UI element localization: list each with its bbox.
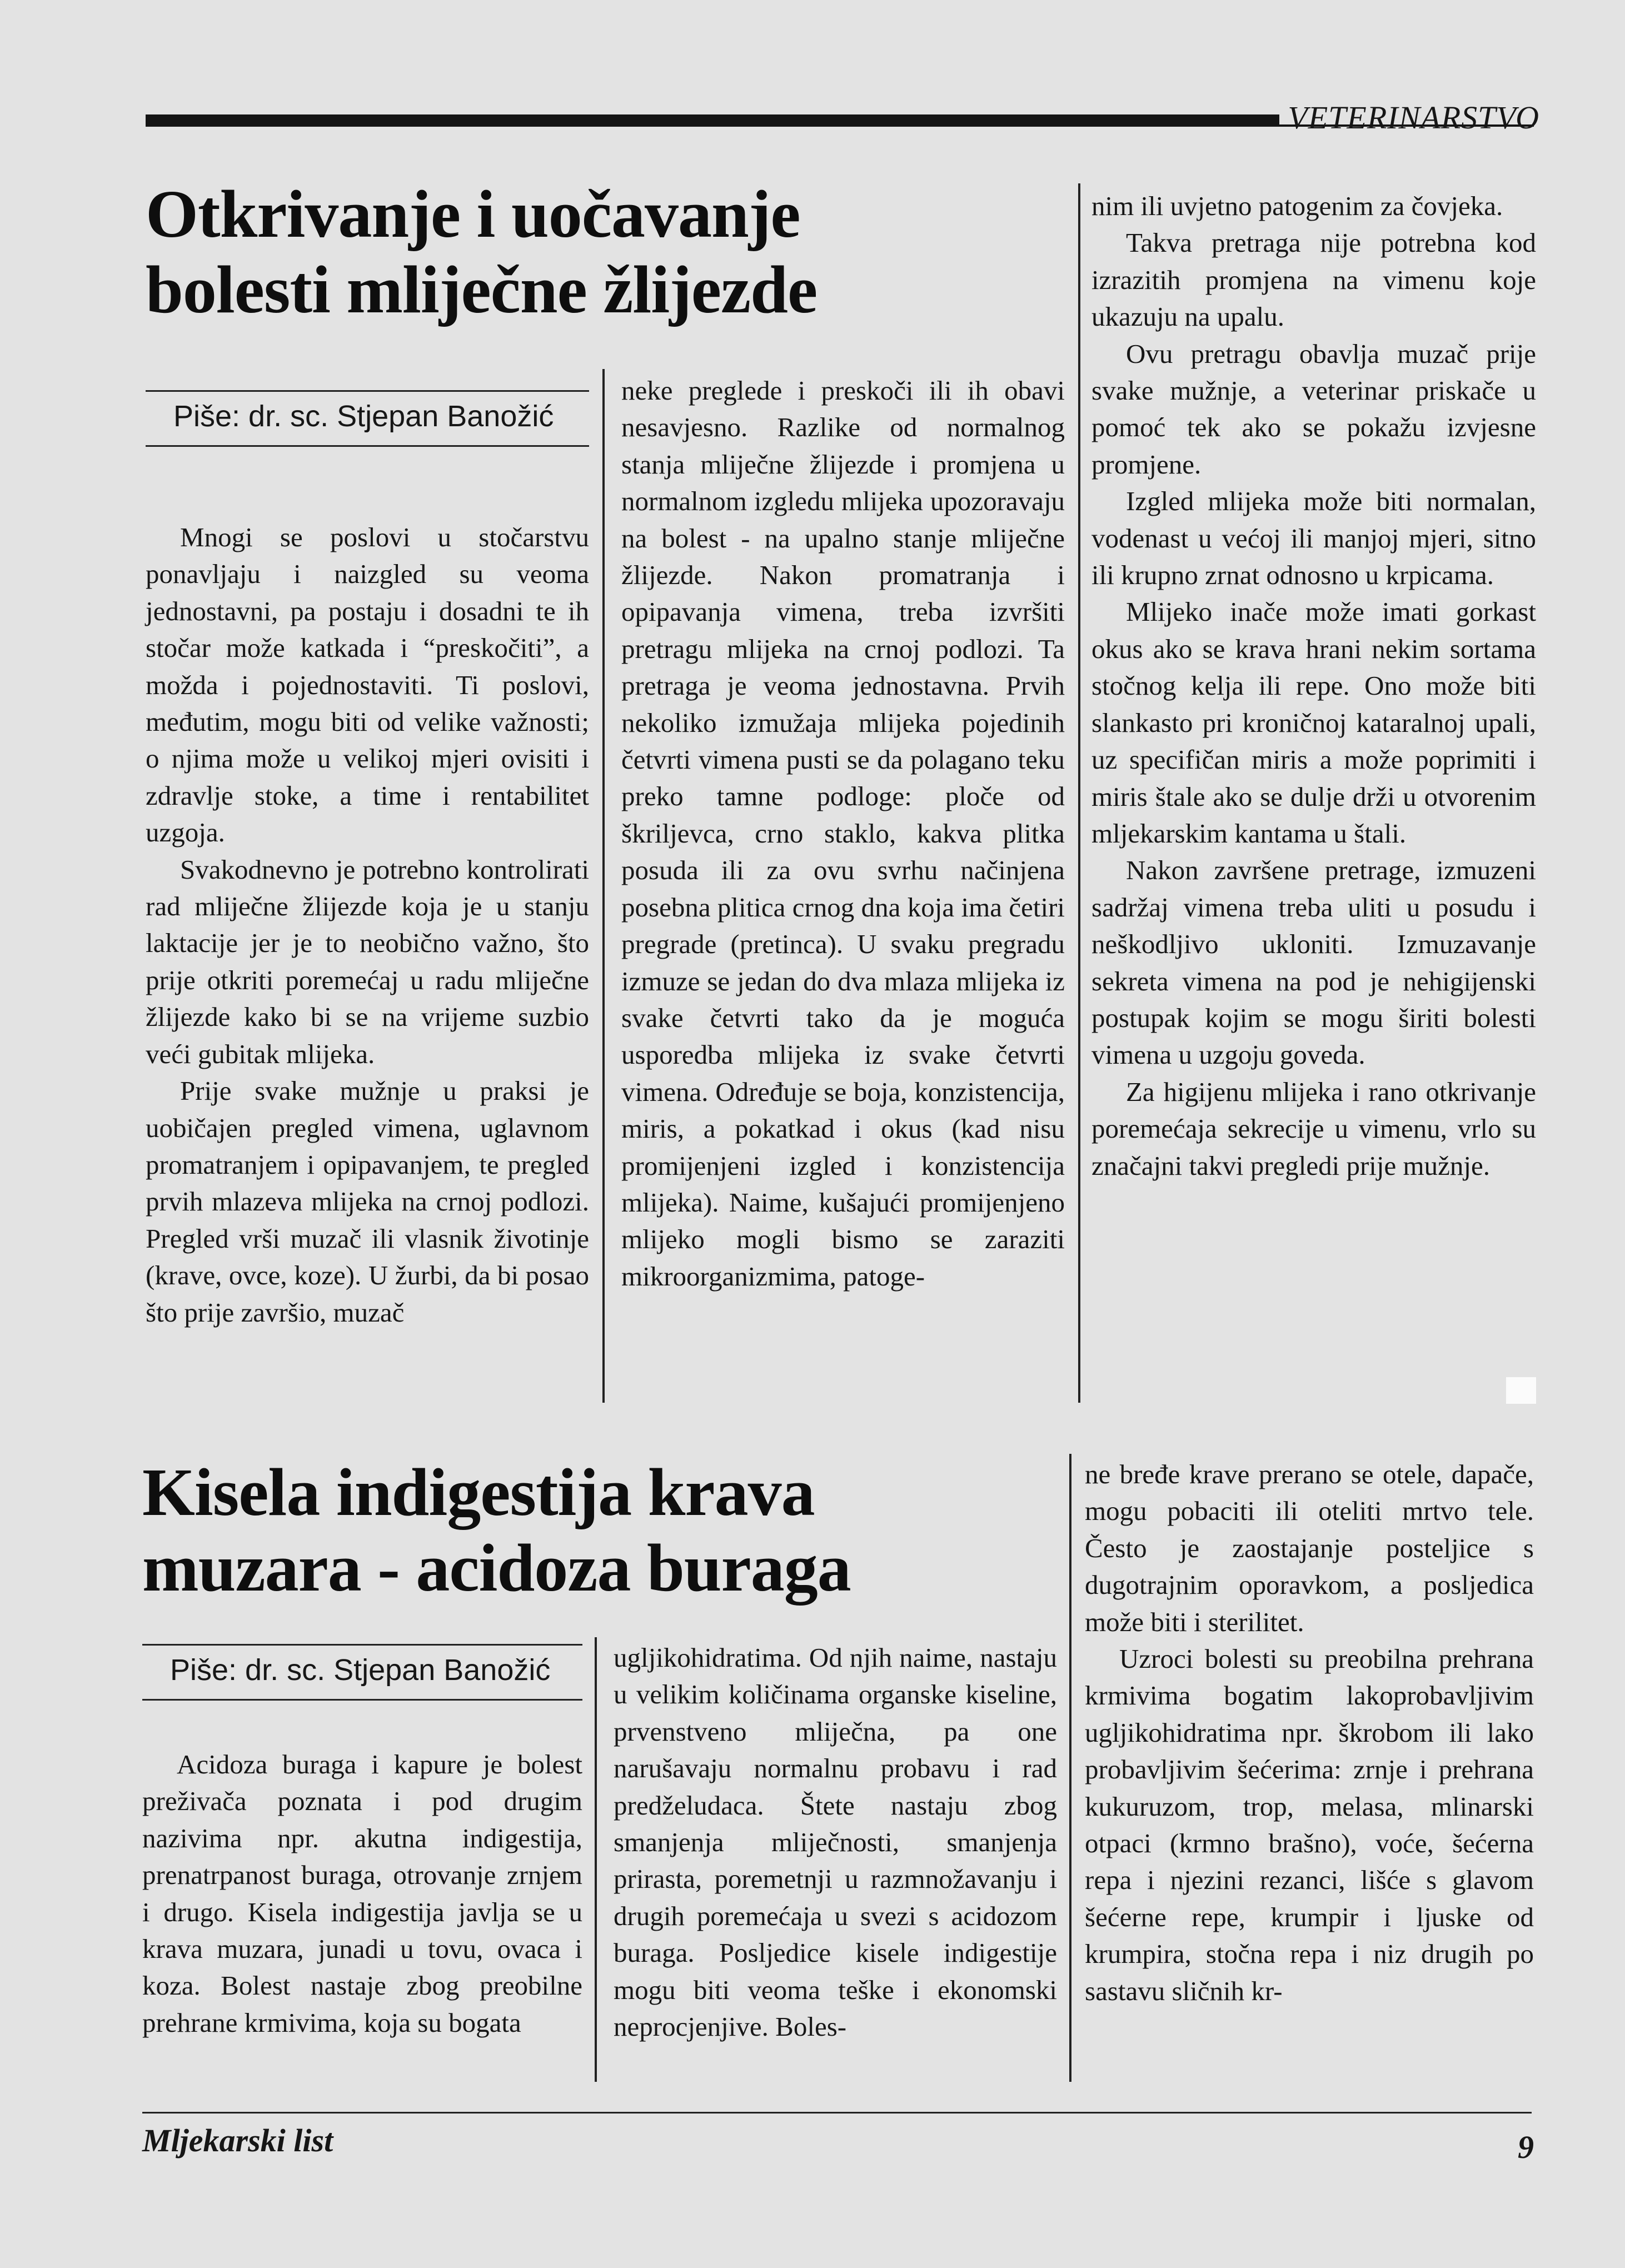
article1-col3-paragraph: Izgled mlijeka može biti normalan, vodenast u većoj ili manjoj mjeri, sitno ili krupno zrnat odnosno u krpicama. (1091, 486, 1536, 591)
article1-title-line1: Otkrivanje i uočavanje (146, 177, 800, 252)
article2-col1-paragraph: Acidoza buraga i kapure je bolest preživača poznata i pod drugim nazivima npr. akutna indigestija, prenatrpanost buraga, otrovanje zrnjem i drugo. Kisela indigestija javlja se u krava muzara, junadi u tovu, ovaca i koza. Bolest nastaje zbog preobilne prehrane krmivima, koja su bogata (142, 1749, 582, 2038)
white-mark (1506, 1377, 1536, 1404)
column-divider (1078, 183, 1080, 1403)
article2-column-2 (614, 1639, 1057, 2045)
article1-col3-paragraph: nim ili uvjetno patogenim za čovjeka. (1091, 191, 1503, 221)
article1-column-2 (621, 372, 1065, 1295)
article2-title-line2: muzara - acidoza buraga (142, 1531, 851, 1606)
article2-col3-paragraph: ne bređe krave prerano se otele, dapače, mogu pobaciti ili oteliti mrtvo tele. Često je zaostajanje posteljice s dugotrajnim oporavkom, a posljedica može biti i sterilitet. (1085, 1459, 1534, 1637)
article1-col1-paragraph: Mnogi se poslovi u stočarstvu ponavljaju i naizgled su veoma jednostavni, pa postaju i dosadni te ih stočar može katkada i “preskočiti”, a možda i pojednostaviti. Ti poslovi, međutim, mogu biti od velike važnosti; o njima može u velikoj mjeri ovisiti i zdravlje stoke, a time i rentabilitet uzgoja. (146, 522, 589, 848)
article1-col3-paragraph: Nakon završene pretrage, izmuzeni sadržaj vimena treba uliti u posudu i neškodljivo ukloniti. Izmuzavanje sekreta vimena na pod je nehigijenski postupak kojim se mogu širiti bolesti vimena u uzgoju goveda. (1091, 855, 1536, 1070)
column-divider (595, 1637, 597, 2082)
article2-title-line1: Kisela indigestija krava (142, 1455, 815, 1530)
article2-col3-paragraph: Uzroci bolesti su preobilna prehrana krmivima bogatim lakoprobavljivim ugljikohidratima npr. škrobom ili lako probavljivim šećerima: zrnje i prehrana kukuruzom, trop, melasa, mlinarski otpaci (krmno brašno), voće, šećerna repa i njezini rezanci, lišće s glavom šećerne repe, krumpir i ljuske od krumpira, stočna repa i niz drugih po sastavu sličnih kr- (1085, 1643, 1534, 2006)
article1-col3-paragraph: Ovu pretragu obavlja muzač prije svake mužnje, a veterinar priskače u pomoć tek ako se pokažu izvjesne promjene. (1091, 338, 1536, 480)
article1-col3-paragraph: Za higijenu mlijeka i rano otkrivanje poremećaja sekrecije u vimenu, vrlo su značajni takvi pregledi prije mužnje. (1091, 1076, 1536, 1181)
section-label: VETERINARSTVO (1288, 99, 1539, 136)
article1-title-line2: bolesti mliječne žlijezde (146, 252, 818, 327)
article2-byline: Piše: dr. sc. Stjepan Banožić (142, 1644, 582, 1701)
page-number: 9 (1518, 2129, 1534, 2165)
article1-col3-paragraph: Takva pretraga nije potrebna kod izrazitih promjena na vimenu koje ukazuju na upalu. (1091, 227, 1536, 332)
article1-col1-paragraph: Svakodnevno je potrebno kontrolirati rad mliječne žlijezde koja je u stanju laktacije jer je to neobično važno, što prije otkriti poremećaj u radu mliječne žlijezde kako bi se na vrijeme suzbio veći gubitak mlijeka. (146, 854, 589, 1069)
article1-col3-paragraph: Mlijeko inače može imati gorkast okus ako se krava hrani nekim sortama stočnog kelja ili repe. Ono može biti slankasto pri kroničnoj kataralnoj upali, uz specifičan miris a može poprimiti i miris štale ako se dulje drži u otvorenim mljekarskim kantama u štali. (1091, 596, 1536, 849)
footer-journal-title: Mljekarski list (142, 2122, 333, 2159)
article1-title (146, 177, 1068, 328)
article1-column-1 (146, 519, 589, 1331)
article1-col1-paragraph: Prije svake mužnje u praksi je uobičajen pregled vimena, uglavnom promatranjem i opipavanjem, te pregled prvih mlazeva mlijeka na crnoj podlozi. Pregled vrši muzač ili vlasnik životinje (krave, ovce, koze). U žurbi, da bi posao što prije završio, muzač (146, 1075, 589, 1328)
article2-title (142, 1455, 1076, 1606)
article1-col2-paragraph: neke preglede i preskoči ili ih obavi nesavjesno. Razlike od normalnog stanja mliječne žlijezde i promjena u normalnom izgledu mlijeka upozoravaju na bolest - na upalno stanje mliječne žlijezde. Nakon promatranja i opipavanja vimena, treba izvršiti pretragu mlijeka na crnoj podlozi. Ta pretraga je veoma jednostavna. Prvih nekoliko izmužaja mlijeka pojedinih četvrti vimena pusti se da polagano teku preko tamne podloge: ploče od škriljevca, crno staklo, kakva plitka posuda ili za ovu svrhu načinjena posebna plitica crnog dna koja ima četiri pregrade (pretinca). U svaku pregradu izmuze se jedan do dva mlaza mlijeka iz svake četvrti tako da je moguća usporedba mlijeka iz svake četvrti vimena. Određuje se boja, konzistencija, miris, a pokatkad i okus (kad nisu promijenjeni izgled i konzistencija mlijeka). Naime, kušajući promijenjeno mlijeko mogli bismo se zaraziti mikroorganizmima, patoge- (621, 375, 1065, 1292)
article2-column-3 (1085, 1456, 1534, 2010)
article2-col2-paragraph: ugljikohidratima. Od njih naime, nastaju u velikim količinama organske kiseline, prvenstveno mliječna, pa one narušavaju normalnu probavu i rad predželudaca. Štete nastaju zbog smanjenja mliječnosti, smanjenja prirasta, poremetnji u razmnožavanju i drugih poremećaja u svezi s acidozom buraga. Posljedice kisele indigestije mogu biti veoma teške i ekonomski neprocjenjive. Boles- (614, 1642, 1057, 2042)
footer-rule (142, 2112, 1532, 2114)
article2-column-1 (142, 1746, 582, 2041)
column-divider (1069, 1454, 1071, 2082)
column-divider (602, 369, 605, 1403)
header-rule (146, 114, 1279, 127)
article1-byline: Piše: dr. sc. Stjepan Banožić (146, 390, 589, 447)
article1-column-3 (1091, 188, 1536, 1184)
